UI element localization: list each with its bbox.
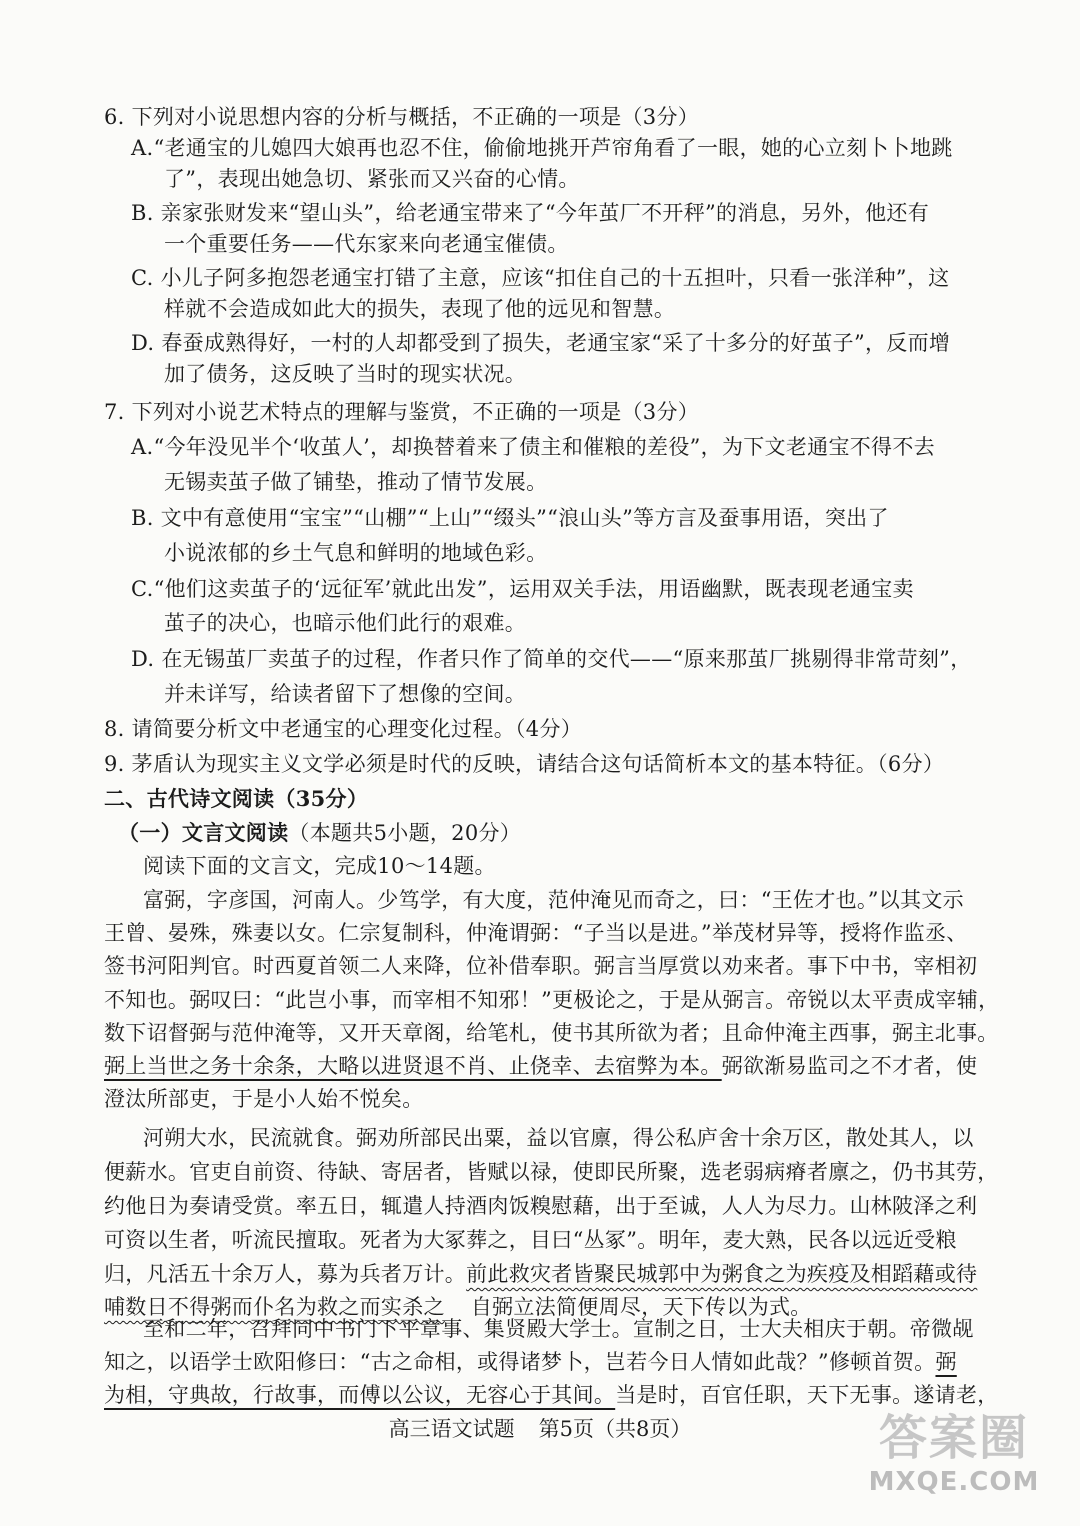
footer-title: 高三语文试题	[388, 1417, 515, 1441]
passage-line: 约他日为奏请受赏。率五日，辄遣人持酒肉饭糗慰藉，出于至诚，人人为尽力。山林陂泽之利	[104, 1194, 978, 1218]
passage-text: 知之，以语学士欧阳修曰：“古之命相，或得诸梦卜，岂若今日人情如此哉？”修顿首贺。	[104, 1350, 936, 1374]
passage-line	[104, 1051, 977, 1081]
watermark-url: MXQE.COM	[868, 1467, 1040, 1497]
q6-stem: 6. 下列对小说思想内容的分析与概括，不正确的一项是（3分）	[104, 105, 700, 129]
passage-text: 归，凡活五十余万人，募为兵者万计。	[104, 1262, 467, 1286]
q6-option-d-line2: 加了债务，这反映了当时的现实状况。	[164, 362, 527, 386]
q7-option-b-line2: 小说浓郁的乡土气息和鲜明的地域色彩。	[164, 541, 548, 565]
passage-line	[104, 1380, 999, 1410]
passage-text: 自弼立法简便周尽，天下传以为式。	[470, 1295, 812, 1319]
passage-line: 签书河阳判官。时西夏首领二人来降，位补借奉职。弼言当厚赏以劝来者。事下中书，宰相初	[104, 954, 978, 978]
passage-line: 不知也。弼叹曰：“此岂小事，而宰相不知邪！”更极论之，于是从弼言。帝锐以太平责成宰辅，	[104, 988, 1000, 1012]
passage-line: 富弼，字彦国，河南人。少笃学，有大度，范仲淹见而奇之，曰：“王佐才也。”以其文示	[143, 888, 964, 912]
passage-line: 王曾、晏殊，殊妻以女。仁宗复制科，仲淹谓弼：“子当以是进。”举茂材异等，授将作监丞、	[104, 921, 968, 945]
q9-stem: 9. 茅盾认为现实主义文学必须是时代的反映，请结合这句话简析本文的基本特征。（6分）	[104, 752, 945, 776]
underlined-sentence: 为相，守典故，行故事，而傅以公议，无容心于其间。	[104, 1383, 616, 1407]
q6-option-a-line2: 了”，表现出她急切、紧张而又兴奋的心情。	[164, 167, 580, 191]
q6-option-c-line1: C. 小儿子阿多抱怨老通宝打错了主意，应该“扣住自己的十五担叶，只看一张洋种”，这	[131, 266, 950, 290]
passage-line	[104, 1347, 957, 1377]
q7-option-a-line1: A.“今年没见半个‘收茧人’，却换替着来了债主和催粮的差役”，为下文老通宝不得不去	[131, 435, 935, 459]
reading-instruction: 阅读下面的文言文，完成10～14题。	[143, 854, 496, 878]
q7-stem: 7. 下列对小说艺术特点的理解与鉴赏，不正确的一项是（3分）	[104, 400, 700, 424]
passage-text: 弼欲渐易监司之不才者，使	[721, 1054, 978, 1078]
footer-page-number: 第5页（共8页）	[538, 1417, 692, 1441]
q7-option-c-line2: 茧子的决心，也暗示他们此行的艰难。	[164, 611, 527, 635]
watermark-logo-text: 答案圈	[878, 1410, 1029, 1466]
underlined-sentence: 弼上当世之务十余条，大略以进贤退不肖、止侥幸、去宿弊为本。	[104, 1054, 722, 1078]
q7-option-b-line1: B. 文中有意使用“宝宝”“山棚”“上山”“缀头”“浪山头”等方言及蚕事用语，突出了	[131, 506, 889, 530]
passage-line: 河朔大水，民流就食。弼劝所部民出粟，益以官廪，得公私庐舍十余万区，散处其人，以	[143, 1126, 974, 1150]
q8-stem: 8. 请简要分析文中老通宝的心理变化过程。（4分）	[104, 717, 583, 741]
passage-line: 澄汰所部吏，于是小人始不悦矣。	[104, 1087, 424, 1111]
q7-option-d-line1: D. 在无锡茧厂卖茧子的过程，作者只作了简单的交代——“原来那茧厂挑剔得非常苛刻”，	[131, 647, 972, 671]
passage-text: 当是时，百官任职，天下无事。遂请老，	[615, 1383, 999, 1407]
q7-option-c-line1: C.“他们这卖茧子的‘远征军’就此出发”，运用双关手法，用语幽默，既表现老通宝卖	[131, 577, 914, 601]
passage-line: 便薪水。官吏自前资、待缺、寄居者，皆赋以禄，使即民所聚，选老弱病瘠者廪之，仍书其劳，	[104, 1160, 999, 1184]
underlined-sentence: 弼	[935, 1350, 957, 1374]
q6-option-b-line1: B. 亲家张财发来“望山头”，给老通宝带来了“今年茧厂不开秤”的消息，另外，他还有	[131, 201, 930, 225]
passage-line: 数下诏督弼与范仲淹等，又开天章阁，给笔札，使书其所欲为者；且命仲淹主西事，弼主北事。	[104, 1021, 999, 1045]
wavy-underlined-sentence: 哺数日不得粥而仆名为救之而实杀之	[104, 1295, 445, 1319]
passage-line: 可资以生者，听流民擅取。死者为大冢葬之，目曰“丛冢”。明年，麦大熟，民各以远近受粮	[104, 1228, 957, 1252]
subsection-note: （本题共5小题，20分）	[288, 821, 522, 845]
wavy-underlined-sentence: 前此救灾者皆聚民城郭中为粥食之为疾疫及相蹈藉或待	[466, 1262, 978, 1286]
subsection-heading	[118, 818, 521, 848]
site-watermark	[854, 1410, 1054, 1510]
passage-line: 至和二年，召拜同中书门下平章事、集贤殿大学士。宣制之日，士大夫相庆于朝。帝微觇	[143, 1317, 974, 1341]
section-heading: 二、古代诗文阅读（35分）	[104, 786, 369, 811]
q6-option-d-line1: D. 春蚕成熟得好，一村的人却都受到了损失，老通宝家“采了十多分的好茧子”，反而增	[131, 331, 951, 355]
q6-option-b-line2: 一个重要任务——代东家来向老通宝催债。	[164, 232, 569, 256]
q6-option-c-line2: 样就不会造成如此大的损失，表现了他的远见和智慧。	[164, 297, 676, 321]
passage-line	[104, 1259, 977, 1289]
q7-option-a-line2: 无锡卖茧子做了铺垫，推动了情节发展。	[164, 470, 548, 494]
q7-option-d-line2: 并未详写，给读者留下了想像的空间。	[164, 682, 527, 706]
q6-option-a-line1: A.“老通宝的儿媳四大娘再也忍不住，偷偷地挑开芦帘角看了一眼，她的心立刻卜卜地跳	[131, 136, 953, 160]
subsection-title: （一）文言文阅读	[118, 820, 289, 845]
